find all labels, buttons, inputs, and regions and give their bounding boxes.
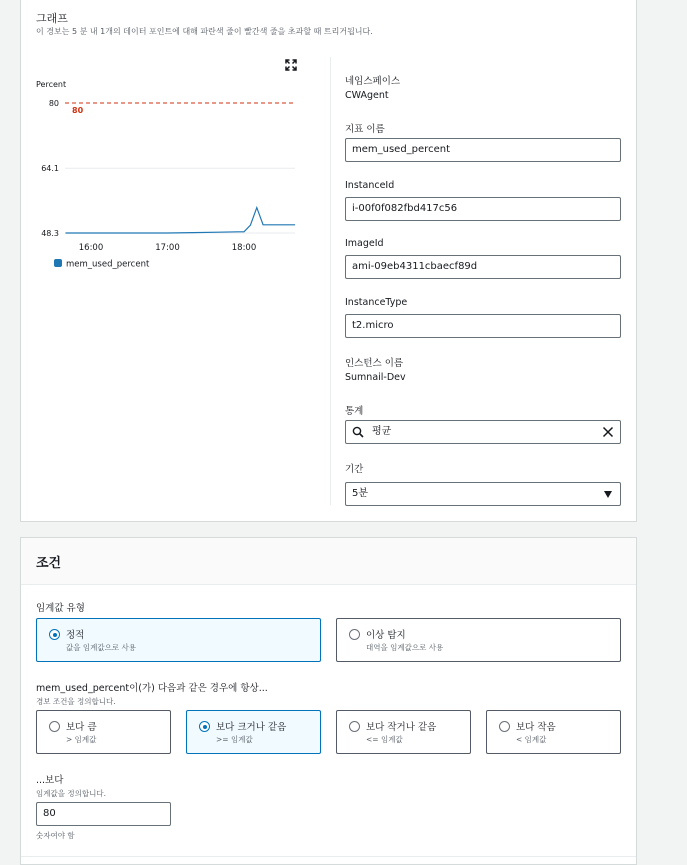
legend-label: mem_used_percent (66, 259, 150, 270)
statistic-label: 통계 (345, 406, 364, 417)
metric-name-field[interactable]: mem_used_percent (345, 138, 621, 162)
y-tick-label: 80 (48, 99, 59, 108)
image-id-field[interactable]: ami-09eb4311cbaecf89d (345, 255, 621, 279)
statistic-search-field[interactable] (345, 420, 621, 444)
tile-label: 정적 (66, 630, 85, 641)
namespace-value: CWAgent (345, 90, 389, 101)
y-tick-label: 64.1 (41, 164, 59, 174)
tile-desc: 값을 임계값으로 사용 (66, 643, 136, 652)
radio-icon[interactable] (349, 721, 360, 732)
x-tick-label: 18:00 (231, 243, 257, 253)
instance-name-value: Sumnail-Dev (345, 372, 406, 383)
instance-id-label: InstanceId (345, 180, 395, 191)
namespace-label: 네임스페이스 (345, 76, 401, 87)
x-tick-label: 17:00 (155, 243, 180, 253)
tile-desc: >= 임계값 (216, 735, 253, 744)
period-label: 기간 (345, 464, 364, 475)
operator-greater[interactable] (36, 710, 171, 754)
metric-name-label: 지표 이름 (345, 124, 385, 135)
tile-label: 보다 작음 (516, 722, 556, 733)
radio-icon[interactable] (349, 629, 360, 640)
tile-desc: 대역을 임계값으로 사용 (366, 643, 444, 652)
radio-selected-icon[interactable] (49, 629, 60, 640)
y-tick-label: 48.3 (41, 229, 59, 238)
x-tick-label: 16:00 (78, 243, 104, 253)
instance-name-label: 인스턴스 이름 (345, 358, 404, 369)
operator-lower-equal[interactable] (336, 710, 471, 754)
radio-icon[interactable] (499, 721, 510, 732)
threshold-type-anomaly[interactable] (336, 618, 621, 662)
conditions-title: 조건 (36, 556, 62, 571)
image-id-label: ImageId (345, 238, 384, 249)
search-icon (352, 426, 364, 438)
threshold-type-static[interactable] (36, 618, 321, 662)
threshold-label: 80 (72, 106, 84, 115)
tile-label: 이상 탐지 (366, 630, 406, 641)
conditions-header (21, 538, 636, 585)
instance-type-field[interactable]: t2.micro (345, 314, 621, 338)
tile-label: 보다 작거나 같음 (366, 722, 437, 733)
expand-icon[interactable] (285, 59, 297, 71)
metric-chart (21, 0, 321, 290)
graph-description: 이 경보는 5 분 내 1개의 데이터 포인트에 대해 파란색 줄이 빨간색 줄을 초과할 때 트리거됩니다. (36, 27, 373, 36)
tile-label: 보다 큼 (66, 722, 97, 733)
period-value: 5분 (352, 488, 369, 499)
radio-selected-icon[interactable] (199, 721, 210, 732)
instance-id-field[interactable]: i-00f0f082fbd417c56 (345, 197, 621, 221)
section-divider (21, 856, 636, 857)
series-line (66, 208, 296, 233)
threshold-hint: 숫자여야 함 (36, 831, 75, 840)
statistic-value: 평균 (372, 426, 392, 437)
threshold-value-input[interactable]: 80 (36, 802, 171, 826)
legend-swatch (54, 259, 62, 267)
whenever-label: mem_used_percent이(가) 다음과 같은 경우에 항상... (36, 683, 268, 694)
tile-label: 보다 크거나 같음 (216, 722, 287, 733)
panel-divider (330, 57, 331, 505)
graph-title: 그래프 (36, 12, 68, 25)
operator-lower[interactable] (486, 710, 621, 754)
graph-panel (20, 0, 637, 522)
period-select[interactable] (345, 482, 621, 506)
whenever-desc: 경보 조건을 정의합니다. (36, 697, 116, 706)
tile-desc: < 임계값 (516, 735, 547, 744)
clear-icon[interactable] (602, 426, 614, 438)
than-desc: 임계값을 정의합니다. (36, 789, 106, 798)
y-axis-label: Percent (36, 80, 67, 89)
conditions-panel (20, 537, 637, 865)
threshold-type-label: 임계값 유형 (36, 603, 85, 614)
instance-type-label: InstanceType (345, 297, 408, 308)
operator-greater-equal[interactable] (186, 710, 321, 754)
caret-down-icon (604, 491, 612, 498)
radio-icon[interactable] (49, 721, 60, 732)
than-label: ...보다 (36, 775, 64, 786)
tile-desc: > 임계값 (66, 735, 97, 744)
tile-desc: <= 임계값 (366, 735, 403, 744)
